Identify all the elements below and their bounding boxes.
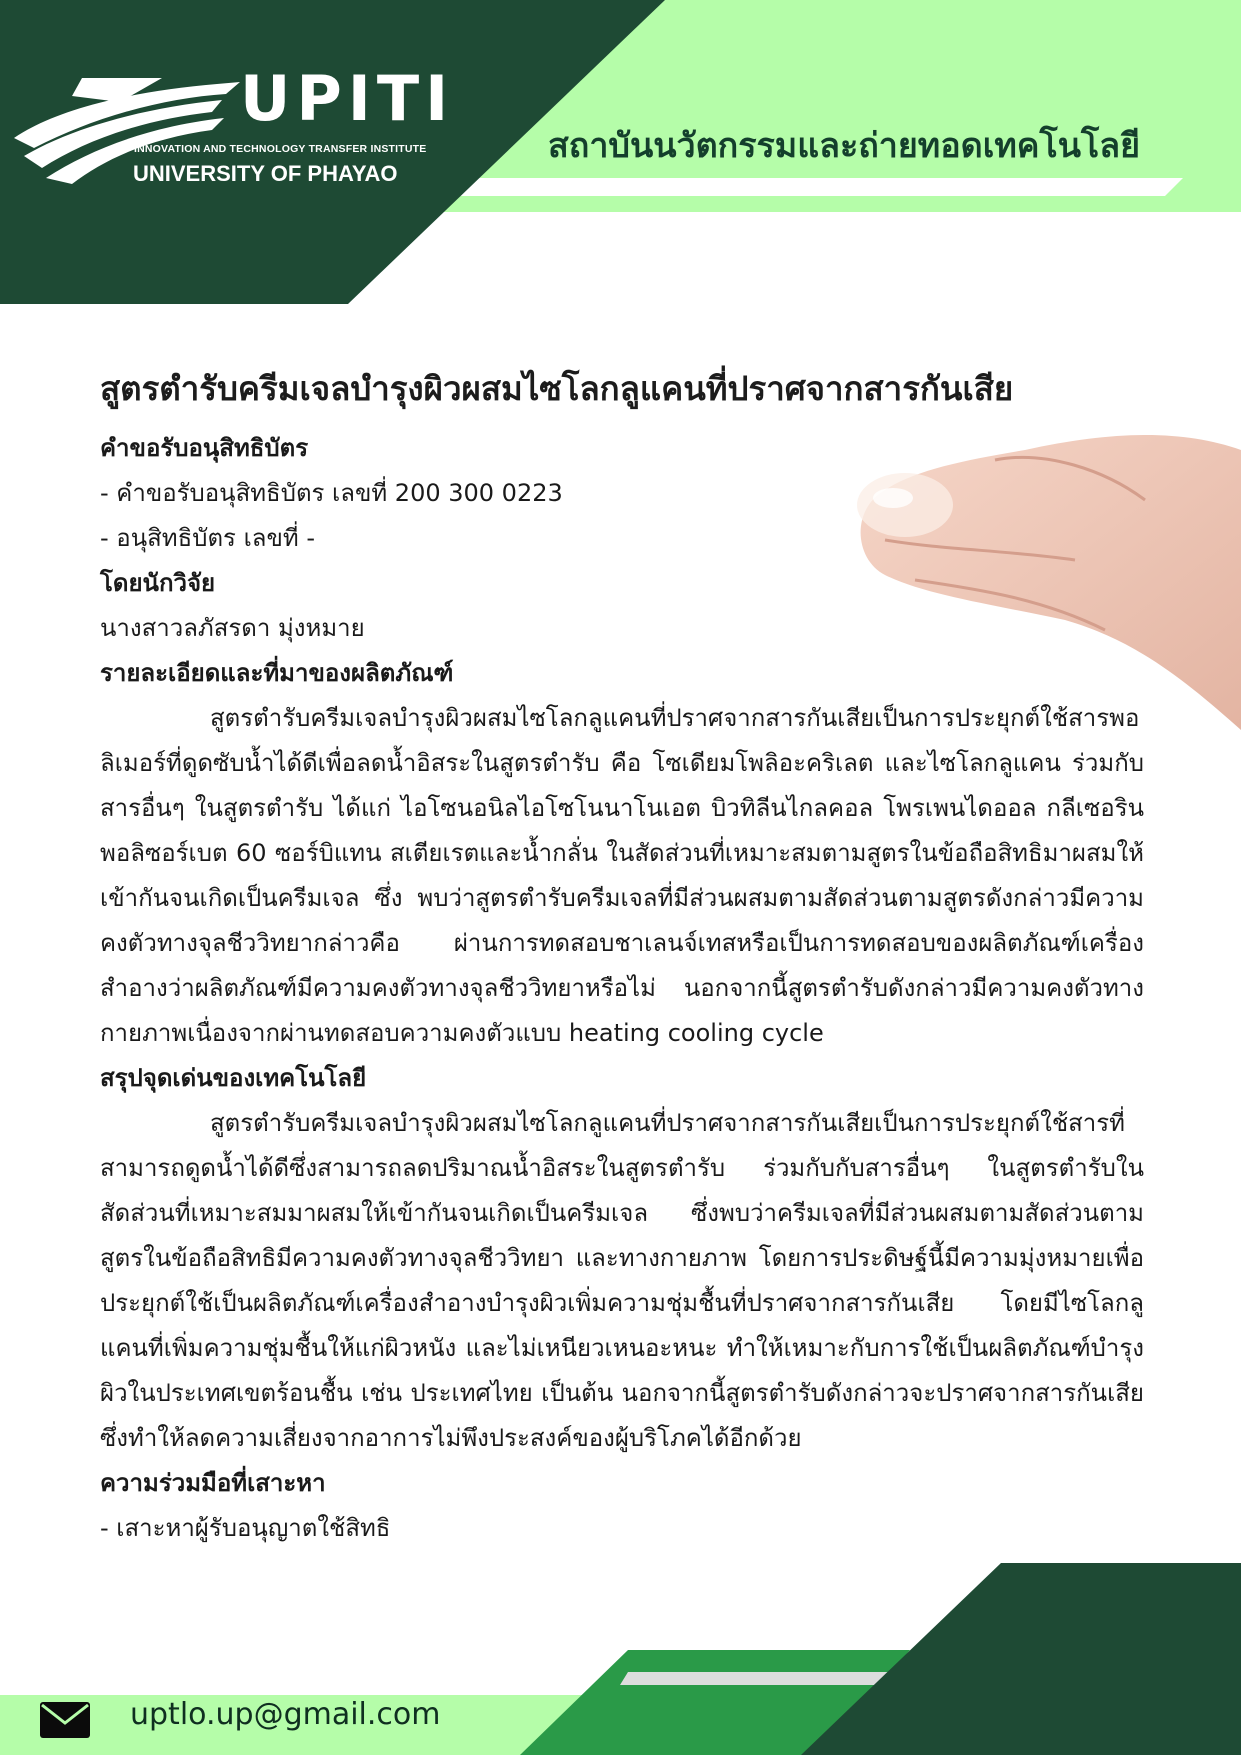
patent-request: - คำขอรับอนุสิทธิบัตร เลขที่ 200 300 0223 (100, 479, 563, 507)
details-paragraph: สูตรตำรับครีมเจลบำรุงผิวผสมไซโลกลูแคนที่ปราศจากสารกันเสียเป็นการประยุกต์ใช้สารพอลิเมอร์ที่ดูดซับน้ำได้ดีเพื่อลดน้ำอิสระในสูตรตำรับ คือ โซเดียมโพลิอะคริเลต และไซโลกลูแคน ร่วมกับสารอื่นๆ ในสูตรตำรับ ได้แก่ ไอโซนอนิลไอโซโนนาโนเอต บิวทิลีนไกลคอล โพรเพนไดออล กลีเซอริน พอลิซอร์เบต 60 ซอร์บิแทน สเตียเรตและน้ำกลั่น ในสัดส่วนที่เหมาะสมตามสูตรในข้อถือสิทธิมาผสมให้เข้ากันจนเกิดเป็นครีมเจล ซึ่ง พบว่าสูตรตำรับครีมเจลที่มีส่วนผสมตามสัดส่วนตามสูตรดังกล่าวมีความคงตัวทางจุลชีววิทยากล่าวคือ ผ่านการทดสอบชาเลนจ์เทสหรือเป็นการทดสอบของผลิตภัณฑ์เครื่องสำอางว่าผลิตภัณฑ์มีความคงตัวทางจุลชีววิทยาหรือไม่ นอกจากนี้สูตรตำรับดังกล่าวมีความคงตัวทางกายภาพเนื่องจากผ่านทดสอบความคงตัวแบบ heating cooling cycle (100, 704, 1144, 1047)
logo-wordmark: UPITI (240, 62, 455, 135)
document-title: สูตรตำรับครีมเจลบำรุงผิวผสมไซโลกลูแคนที่ปราศจากสารกันเสีย (100, 369, 1014, 408)
researcher-name: นางสาวลภัสรดา มุ่งหมาย (100, 614, 365, 642)
document-body (100, 426, 1144, 1551)
details-heading: รายละเอียดและที่มาของผลิตภัณฑ์ (100, 659, 454, 687)
logo-university: UNIVERSITY OF PHAYAO (133, 161, 398, 186)
institute-name: สถาบันนวัตกรรมและถ่ายทอดเทคโนโลยี (548, 126, 1141, 166)
patent-number: - อนุสิทธิบัตร เลขที่ - (100, 524, 315, 552)
highlights-heading: สรุปจุดเด่นของเทคโนโลยี (100, 1064, 367, 1092)
researcher-heading: โดยนักวิจัย (100, 569, 216, 597)
logo-subtitle: INNOVATION AND TECHNOLOGY TRANSFER INSTITUTE (134, 143, 427, 155)
envelope-icon (40, 1702, 90, 1738)
patent-heading: คำขอรับอนุสิทธิบัตร (100, 434, 309, 462)
collaboration-heading: ความร่วมมือที่เสาะหา (100, 1469, 326, 1497)
contact-email[interactable]: uptlo.up@gmail.com (130, 1697, 441, 1732)
highlights-paragraph: สูตรตำรับครีมเจลบำรุงผิวผสมไซโลกลูแคนที่ปราศจากสารกันเสียเป็นการประยุกต์ใช้สารที่สามารถดูดน้ำได้ดีซึ่งสามารถลดปริมาณน้ำอิสระในสูตรตำรับ ร่วมกับกับสารอื่นๆ ในสูตรตำรับในสัดส่วนที่เหมาะสมมาผสมให้เข้ากันจนเกิดเป็นครีมเจล ซึ่งพบว่าครีมเจลที่มีส่วนผสมตามสัดส่วนตามสูตรในข้อถือสิทธิมีความคงตัวทางจุลชีววิทยา และทางกายภาพ โดยการประดิษฐ์นี้มีความมุ่งหมายเพื่อประยุกต์ใช้เป็นผลิตภัณฑ์เครื่องสำอางบำรุงผิวเพิ่มความชุ่มชื้นที่ปราศจากสารกันเสีย โดยมีไซโลกลูแคนที่เพิ่มความชุ่มชื้นให้แก่ผิวหนัง และไม่เหนียวเหนอะหนะ ทำให้เหมาะกับการใช้เป็นผลิตภัณฑ์บำรุงผิวในประเทศเขตร้อนชื้น เช่น ประเทศไทย เป็นต้น นอกจากนี้สูตรตำรับดังกล่าวจะปราศจากสารกันเสียซึ่งทำให้ลดความเสี่ยงจากอาการไม่พึงประสงค์ของผู้บริโภคได้อีกด้วย (100, 1109, 1144, 1452)
collaboration-item: - เสาะหาผู้รับอนุญาตใช้สิทธิ (100, 1514, 391, 1542)
